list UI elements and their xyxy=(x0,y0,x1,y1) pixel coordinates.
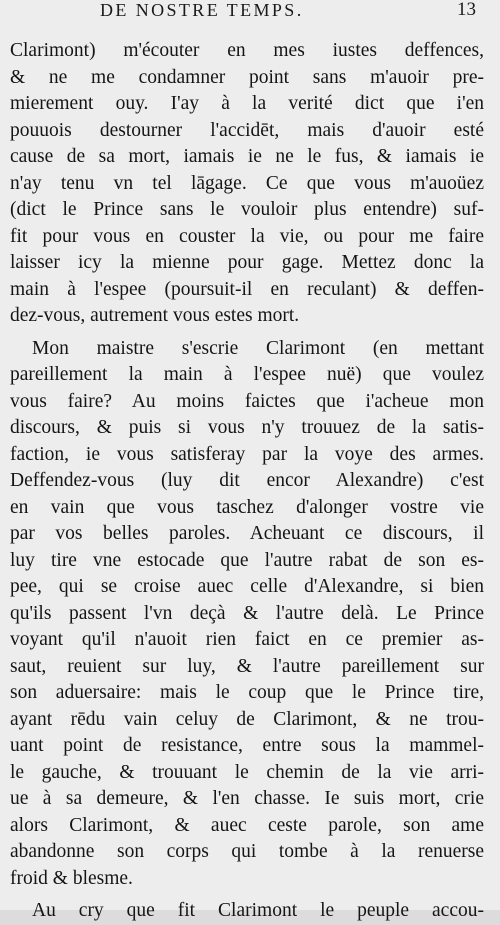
text-line: ue à sa demeure, & l'en chasse. Ie suis mort, crie xyxy=(10,788,484,809)
running-head xyxy=(0,0,500,30)
text-line: abandonne son corps qui tombe à la renuerse xyxy=(10,841,484,862)
text-line: mierement ouy. I'ay à la verité dict que i'en xyxy=(10,93,484,114)
paragraph xyxy=(10,898,484,925)
text-line: alors Clarimont, & auec ceste parole, son ame xyxy=(10,814,484,836)
paragraph xyxy=(10,38,484,330)
text-line: pareillement la main à l'espee nuë) que voulez xyxy=(10,364,484,385)
text-line: en vain que vous taschez d'alonger vostre vie xyxy=(10,496,484,518)
text-line: & ne me condamner point sans m'auoir pre- xyxy=(10,66,484,88)
text-line: (dict le Prince sans le vouloir plus entendre) suf- xyxy=(10,199,484,220)
text-line: cause de sa mort, iamais ie ne le fus, & iamais ie xyxy=(10,146,484,167)
text-line: saut, reuient sur luy, & l'autre pareillement sur xyxy=(10,655,484,677)
text-line: Clarimont) m'écouter en mes iustes deffences, xyxy=(10,40,484,61)
text-line: ayant rēdu vain celuy de Clarimont, & ne trou- xyxy=(10,708,484,730)
text-line: uant point de resistance, entre sous la mammel- xyxy=(10,735,484,756)
page-number: 13 xyxy=(457,0,476,20)
text-line: son aduersaire: mais le coup que le Prince tire, xyxy=(10,682,484,703)
text-line: qu'ils passent l'vn deçà & l'autre delà. Le Prince xyxy=(10,602,484,624)
body-text xyxy=(10,38,484,925)
text-line: Mon maistre s'escrie Clarimont (en mettant xyxy=(32,337,484,359)
text-line: faction, ie vous satisferay par la voye des armes. xyxy=(10,443,484,465)
running-title: DE NOSTRE TEMPS. xyxy=(100,0,304,20)
text-line: voyant qu'il n'auoit rien faict en ce premier as- xyxy=(10,629,484,650)
text-line: vous faire? Au moins faictes que i'acheue mon xyxy=(10,390,484,412)
text-line: luy tire vne estocade que l'autre rabat de son es- xyxy=(10,549,484,571)
text-line: pee, qui se croise auec celle d'Alexandre, si bien xyxy=(10,576,484,597)
text-line: froid & blesme. xyxy=(10,867,133,889)
text-line: n'ay tenu vn tel lāgage. Ce que vous m'auoüez xyxy=(10,172,484,194)
text-line: Au cry que fit Clarimont le peuple accou- xyxy=(32,900,484,921)
text-line: par vos belles paroles. Acheuant ce discours, il xyxy=(10,523,484,544)
text-line: discours, & puis si vous n'y trouuez de la satis- xyxy=(10,417,484,438)
text-line: laisser icy la mienne pour gage. Mettez donc la xyxy=(10,252,484,273)
text-line: fit pour vous en couster la vie, ou pour me faire xyxy=(10,225,484,247)
text-line: pouuois destourner l'accidēt, mais d'auoir esté xyxy=(10,119,484,141)
text-line: le gauche, & trouuant le chemin de la vie arri- xyxy=(10,761,484,783)
text-line: main à l'espee (poursuit-il en reculant) & deffen- xyxy=(10,278,484,300)
paragraph xyxy=(10,336,484,893)
text-line: dez-vous, autrement vous estes mort. xyxy=(10,305,300,326)
text-line: Deffendez-vous (luy dit encor Alexandre) c'est xyxy=(10,470,484,491)
